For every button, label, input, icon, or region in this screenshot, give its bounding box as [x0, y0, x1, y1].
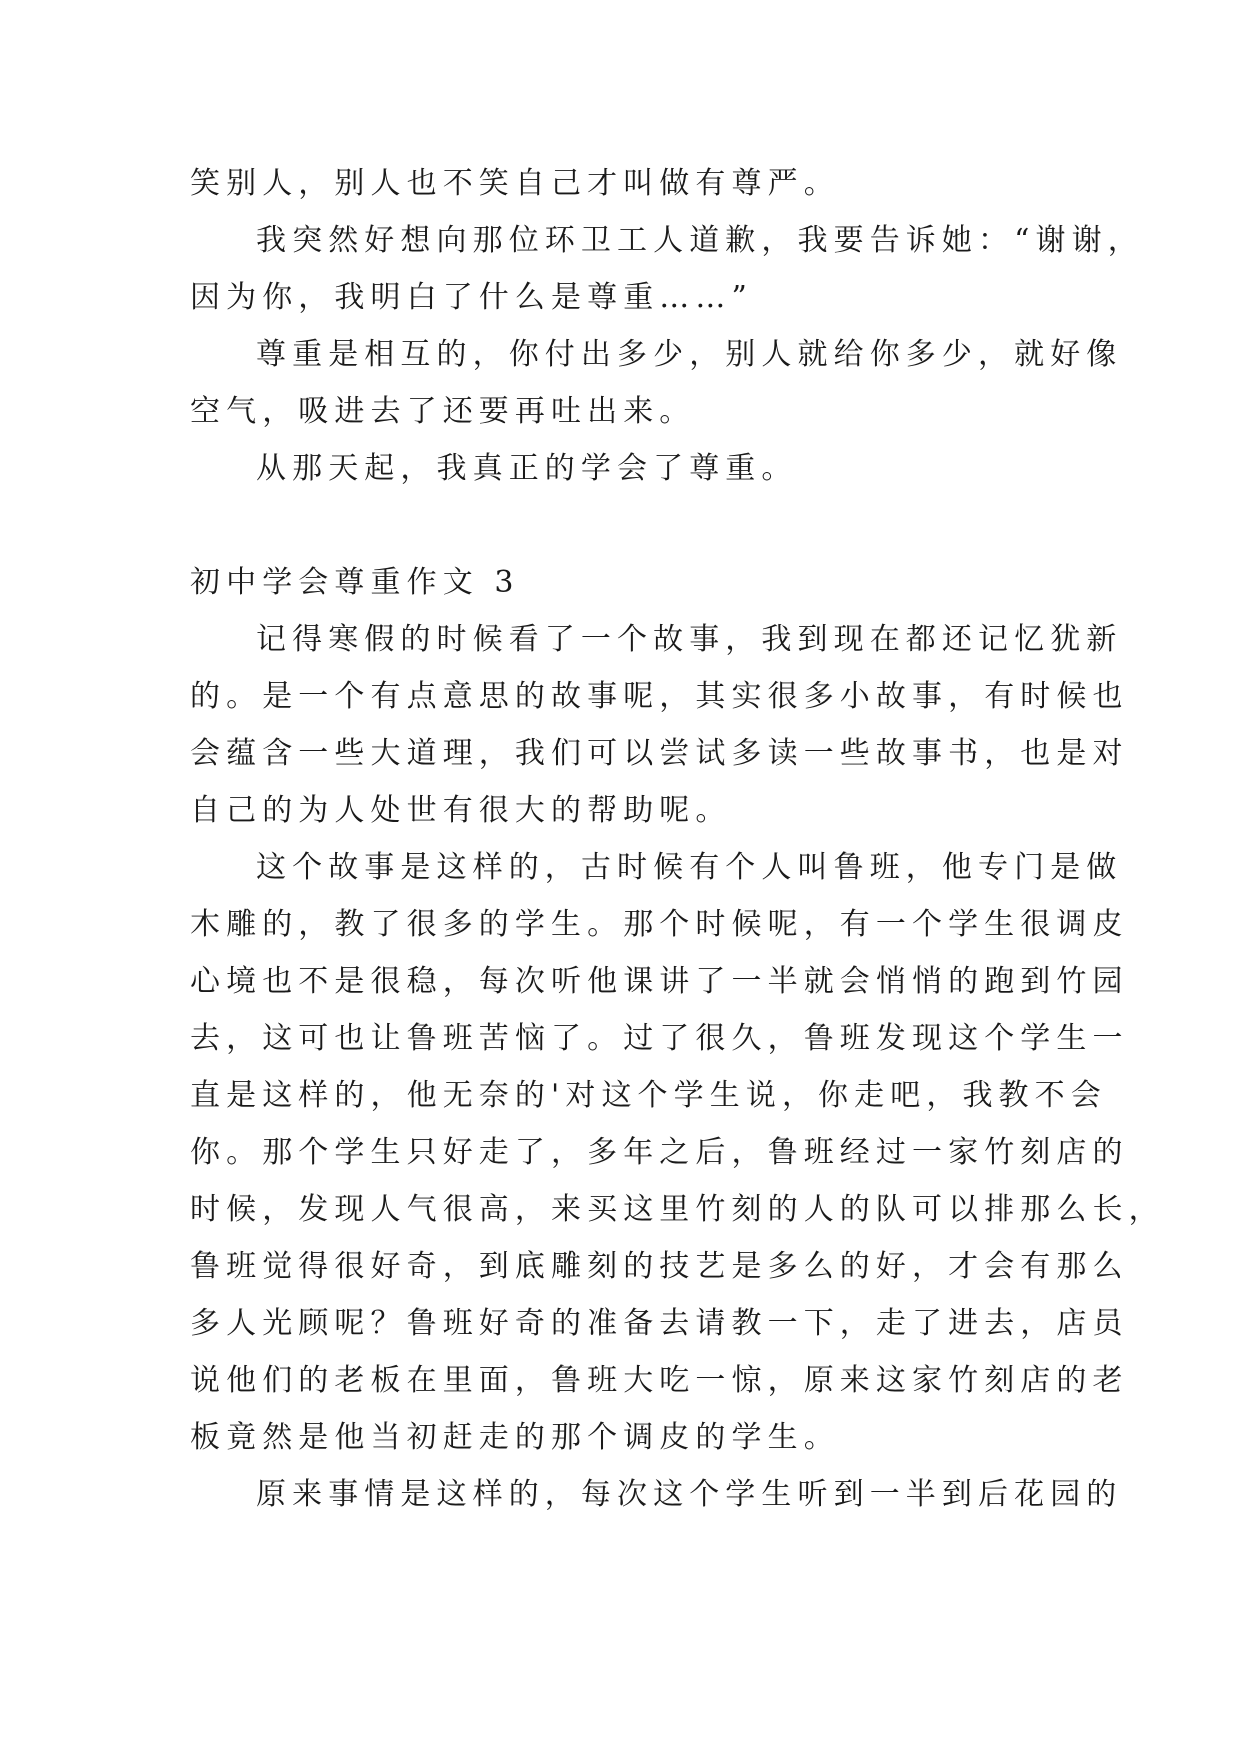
text-line: 心境也不是很稳，每次听他课讲了一半就会悄悄的跑到竹园 [190, 964, 1129, 999]
text-line: 去，这可也让鲁班苦恼了。过了很久，鲁班发现这个学生一 [190, 1021, 1129, 1056]
text-line: 笑别人，别人也不笑自己才叫做有尊严。 [190, 166, 840, 201]
text-line: 自己的为人处世有很大的帮助呢。 [190, 793, 732, 828]
paragraph-first-line: 记得寒假的时候看了一个故事，我到现在都还记忆犹新 [256, 622, 1123, 657]
text-line: 说他们的老板在里面，鲁班大吃一惊，原来这家竹刻店的老 [190, 1363, 1129, 1398]
paragraph-first-line: 我突然好想向那位环卫工人道歉，我要告诉她：“谢谢， [256, 223, 1144, 258]
section-heading: 初中学会尊重作文 3 [190, 565, 520, 600]
text-line: 时候，发现人气很高，来买这里竹刻的人的队可以排那么长， [190, 1192, 1165, 1227]
document-body [190, 155, 1165, 1523]
text-line: 因为你，我明白了什么是尊重……” [190, 280, 753, 315]
text-line: 多人光顾呢？鲁班好奇的准备去请教一下，走了进去，店员 [190, 1306, 1129, 1341]
paragraph-first-line: 从那天起，我真正的学会了尊重。 [256, 451, 798, 486]
text-line: 你。那个学生只好走了，多年之后，鲁班经过一家竹刻店的 [190, 1135, 1129, 1170]
paragraph-first-line: 尊重是相互的，你付出多少，别人就给你多少，就好像 [256, 337, 1123, 372]
text-line: 板竟然是他当初赶走的那个调皮的学生。 [190, 1420, 840, 1455]
paragraph-first-line: 原来事情是这样的，每次这个学生听到一半到后花园的 [256, 1477, 1123, 1512]
text-line: 空气，吸进去了还要再吐出来。 [190, 394, 696, 429]
text-line: 会蕴含一些大道理，我们可以尝试多读一些故事书，也是对 [190, 736, 1129, 771]
text-line: 鲁班觉得很好奇，到底雕刻的技艺是多么的好，才会有那么 [190, 1249, 1129, 1284]
section-spacer [190, 497, 1070, 554]
text-line: 的。是一个有点意思的故事呢，其实很多小故事，有时候也 [190, 679, 1129, 714]
text-line: 木雕的，教了很多的学生。那个时候呢，有一个学生很调皮 [190, 907, 1129, 942]
text-line: 直是这样的，他无奈的'对这个学生说，你走吧，我教不会 [190, 1078, 1107, 1113]
paragraph-first-line: 这个故事是这样的，古时候有个人叫鲁班，他专门是做 [256, 850, 1123, 885]
